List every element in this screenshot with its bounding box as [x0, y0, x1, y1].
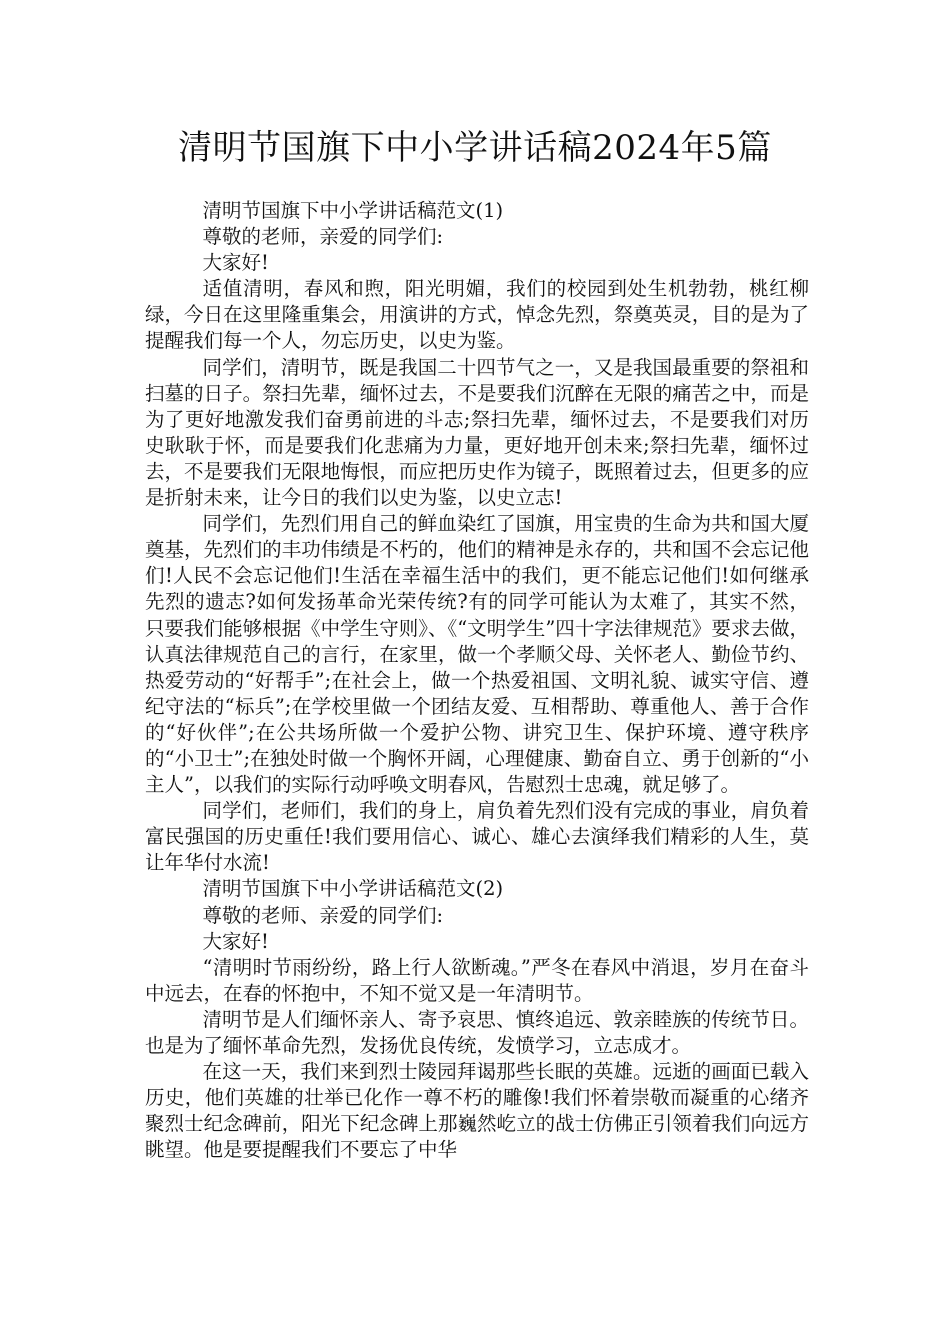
section-heading-1: 清明节国旗下中小学讲话稿范文(1) — [202, 199, 504, 222]
body-paragraph: 同学们，老师们，我们的身上，肩负着先烈们没有完成的事业，肩负着富民强国的历史重任!我们要用信心、诚心、雄心去演绎我们精彩的人生，莫让年华付水流! — [145, 799, 809, 875]
section-heading-2: 清明节国旗下中小学讲话稿范文(2) — [202, 877, 504, 901]
body-paragraph: 适值清明，春风和煦，阳光明媚，我们的校园到处生机勃勃，桃红柳绿，今日在这里隆重集会，用演讲的方式，悼念先烈，祭奠英灵，目的是为了提醒我们每一个人，勿忘历史，以史为鉴。 — [145, 277, 809, 353]
salutation-2: 尊敬的老师、亲爱的同学们: — [202, 903, 444, 927]
body-paragraph: 清明节是人们缅怀亲人、寄予哀思、慎终追远、敦亲睦族的传统节日。也是为了缅怀革命先烈，发扬优良传统，发愤学习，立志成才。 — [145, 1007, 809, 1057]
body-paragraph: 同学们，清明节，既是我国二十四节气之一，又是我国最重要的祭祖和扫墓的日子。祭扫先辈，缅怀过去，不是要我们沉醉在无限的痛苦之中，而是为了更好地激发我们奋勇前进的斗志;祭扫先辈，缅怀过去，不是要我们对历史耿耿于怀，而是要我们化悲痛为力量，更好地开创未来;祭扫先辈，缅怀过去，不是要我们无限地悔恨，而应把历史作为镜子，既照着过去，但更多的应是折射未来，让今日的我们以史为鉴，以史立志! — [145, 355, 809, 510]
body-paragraph: “清明时节雨纷纷，路上行人欲断魂。”严冬在春风中消退，岁月在奋斗中远去，在春的怀抱中，不知不觉又是一年清明节。 — [145, 955, 809, 1005]
greeting-2: 大家好! — [202, 929, 269, 953]
greeting-1: 大家好! — [202, 251, 269, 275]
body-paragraph: 同学们，先烈们用自己的鲜血染红了国旗，用宝贵的生命为共和国大厦奠基，先烈们的丰功伟绩是不朽的，他们的精神是永存的，共和国不会忘记他们!人民不会忘记他们!生活在幸福生活中的我们，更不能忘记他们!如何继承先烈的遗志?如何发扬革命光荣传统?有的同学可能认为太难了，其实不然，只要我们能够根据《中学生守则》、《“文明学生”四十字法律规范》要求去做，认真法律规范自己的言行，在家里，做一个孝顺父母、关怀老人、勤俭节约、热爱劳动的“好帮手”;在社会上，做一个热爱祖国、文明礼貌、诚实守信、遵纪守法的“标兵”;在学校里做一个团结友爱、互相帮助、尊重他人、善于合作的“好伙伴”;在公共场所做一个爱护公物、讲究卫生、保护环境、遵守秩序的“小卫士”;在独处时做一个胸怀开阔，心理健康、勤奋自立、勇于创新的“小主人”，以我们的实际行动呼唤文明春风，告慰烈士忠魂，就足够了。 — [145, 512, 809, 797]
document-body — [145, 198, 809, 1163]
salutation-1: 尊敬的老师，亲爱的同学们: — [202, 225, 444, 249]
document-title: 清明节国旗下中小学讲话稿2024年5篇 — [178, 128, 772, 168]
body-paragraph: 在这一天，我们来到烈士陵园拜谒那些长眠的英雄。远逝的画面已载入历史，他们英雄的壮举已化作一尊不朽的雕像!我们怀着崇敬而凝重的心绪齐聚烈士纪念碑前，阳光下纪念碑上那巍然屹立的战士仿佛正引领着我们向远方眺望。他是要提醒我们不要忘了中华 — [145, 1060, 809, 1162]
